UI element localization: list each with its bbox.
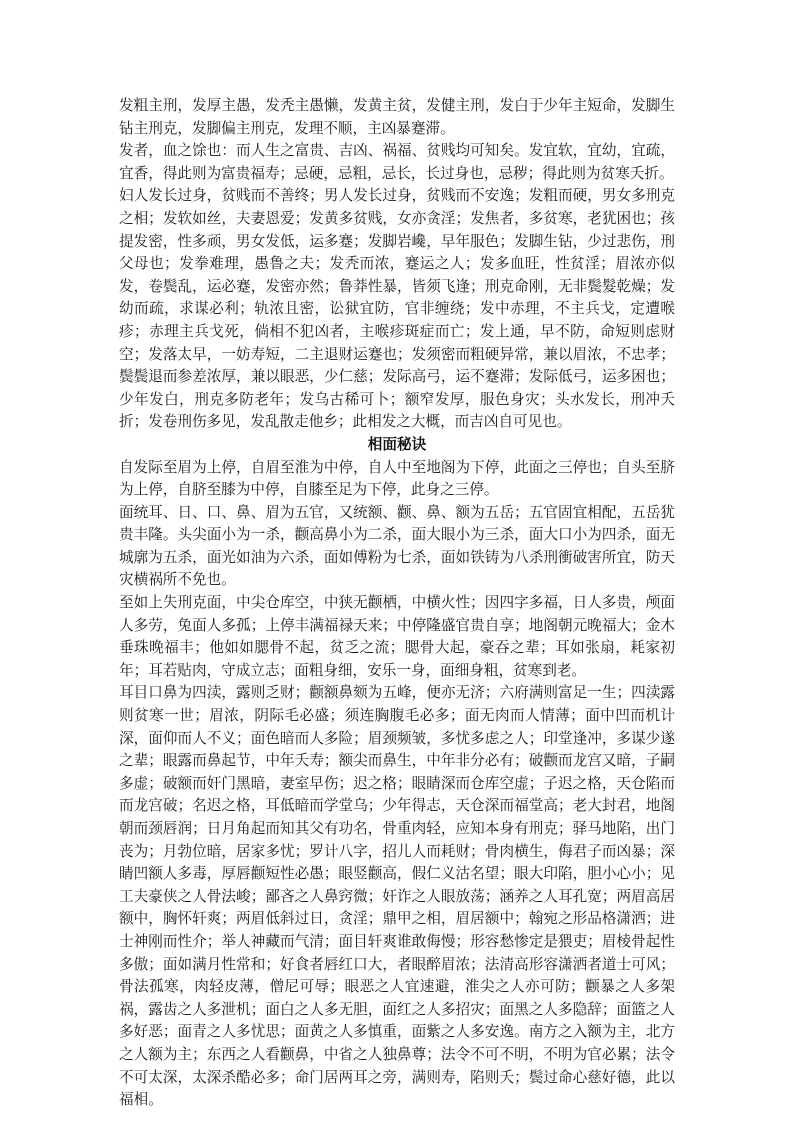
paragraph-hair-principles: 发者，血之馀也：而人生之富贵、吉凶、祸福、贫贱均可知矣。发宜软，宜幼，宜疏，宜香，得此则为富贵福寿；忌硬，忌粗，忌长，长过身也，忌秽；得此则为贫寒夭折。: [119, 142, 675, 182]
paragraph-four-rivers: 耳目口鼻为四渎，露则乏财；颧额鼻颏为五峰，便亦无济；六府满则富足一生；四渎露则贫寒一世；眉浓，阴际毛必盛；须连胸腹毛必多；面无肉而人情薄；面中凹而机计深，面仰而人不义；面色暗而人多险；眉颈频皱，多忧多虑之人；印堂逢冲，多谋少遂之辈；眼露而鼻起节，中年夭寿；额尖而鼻生，中年非分必有；破颧而龙宫又暗，子嗣多虚；破额而奸门黑暗，妻室早伤；迟之格；眼睛深而仓库空虚；子迟之格，天仓陷而而龙宫破；名迟之格，耳低暗而学堂乌；少年得志，天仓深而福堂高；老大封君，地阁朝而颈唇润；日月角起而知其父有功名，骨重肉轻，应知本身有刑克；驿马地陷，出门丧为；月勃位暗，居家多忧；罗计八字，招儿人而耗财；骨肉横生，侮君子而凶暴；深睛凹额人多毒，厚唇颧短性必愚；眼竖颧高，假仁义沽名望；眼大印陷，胆小心小；见工夫豪侠之人骨法峻；鄙吝之人鼻窍微；奸诈之人眼放荡；涵养之人耳孔宽；两眉高居额中，胸怀轩爽；两眉低斜过日，贪淫；鼎甲之相，眉居额中；翰宛之形品格潇洒；进士神刚而性介；举人神藏而气清；面目轩爽谁敢侮慢；形容愁惨定是猥吏；眉棱骨起性多傲；面如满月性常和；好食者唇红口大，者眼醉眉浓；法清高形容潇洒者道士可风；骨法孤寒，肉轻皮薄，僧尼可辱；眼恶之人宜速避，淮尖之人亦可防；颧暴之人多架祸，露齿之人多泄机；面白之人多无胆，面红之人多招灾；面黑之人多隐辞；面篮之人多好恶；面青之人多忧思；面黄之人多慎重，面紫之人多安逸。南方之入额为主，北方之人额为主；东西之人看颧鼻，中省之人独鼻尊；法令不可不明，不明为官必累；法令不可太深，太深杀酷必多；命门居两耳之旁，满则寿，陷则夭；鬓过命心慈好德，此以福相。: [119, 684, 675, 1109]
section-heading: 相面秘诀: [367, 435, 427, 453]
paragraph-hair-traits: 发粗主刑，发厚主愚，发秃主愚懒，发黄主贫，发健主刑，发白于少年主短命，发脚生钻主刑克，发脚偏主刑克，发理不顺，主凶暴蹇滞。: [119, 97, 675, 137]
paragraph-hair-details: 妇人发长过身，贫贱而不善终；男人发长过身，贫贱而不安逸；发粗而硬，男女多刑克之相；发软如丝，夫妻恩爱；发黄多贫贱，女亦贪淫；发焦者，多贫寒，老犹困也；孩提发密，性多顽，男女发低，运多蹇；发脚岩巉，早年服色；发脚生钻，少过悲伤，刑父母也；发拳难理，愚鲁之夫；发秃而浓，蹇运之人；发多血旺，性贫淫；眉浓亦似发，卷鬓乱，运必蹇，发密亦然；鲁莽性暴，皆须飞逢；刑克命刚，无非鬓髮乾燥；发幼而疏，求谋必利；轨浓且密，讼狱宜防，官非缠绕；发中赤理，不主兵戈，定遭喉疹；赤理主兵戈死，倘相不犯凶者，主喉疹斑症而亡；发上通，早不防，命短则虑财空；发落太早，一妨寿短，二主退财运蹇也；发须密而粗硬异常，兼以眉浓，不忠孝；鬓鬓退而参差浓厚，兼以眼恶，少仁慈；发际高弓，运不蹇滞；发际低弓，运多困也；少年发白，刑克多防老年；发乌古稀可卜；额窄发厚，服色身灾；头水发长，刑冲夭折；发卷刑伤多见，发乱散走他乡；此相发之大概，而吉凶自可见也。: [119, 187, 675, 431]
document-body: [119, 95, 675, 1112]
paragraph-three-stops: 自发际至眉为上停，自眉至淮为中停，自人中至地阁为下停，此面之三停也；自头至脐为上停，自脐至膝为中停，自膝至足为下停，此身之三停。: [119, 458, 675, 499]
paragraph-face-shapes: 至如上失刑克面，中尖仓库空，中狭无颧栖，中横火性；因四字多福，日人多贵，颅面人多劳，兔面人多孤；上停丰满福禄天来；中停隆盛官贵自享；地阁朝元晚福大；金木垂珠晚福丰；他如如腮骨不起，贫乏之流；腮骨大起，豪吞之辈；耳如张扇，耗家初年；耳若贴肉，守成立志；面粗身细，安乐一身，面细身粗，贫寒到老。: [119, 594, 675, 679]
paragraph-five-features: 面统耳、日、口、鼻、眉为五官，又统额、颧、鼻、额为五岳；五官固宜相配，五岳犹贵丰隆。头尖面小为一杀，颧高鼻小为二杀，面大眼小为三杀，面大口小为四杀，面无城廓为五杀，面光如油为六杀，面如傅粉为七杀，面如铁铸为八杀刑衝破害所宜，防天灾横祸所不免也。: [119, 503, 675, 589]
